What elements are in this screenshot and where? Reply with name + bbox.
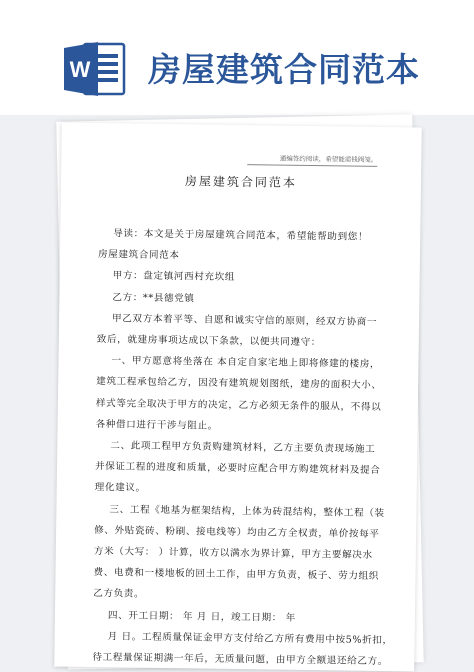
word-icon-letter: W — [69, 57, 91, 82]
document-body — [92, 223, 393, 671]
page-header-note: 通编签约阅读，希望能需钱阀笺。 — [247, 153, 377, 167]
word-document-icon — [64, 40, 126, 98]
body-line: 修、外贴瓷砖、粉刷、接电线等）均由乙方全权责，单价按每平 — [94, 524, 380, 540]
body-line: 致后，就建房事项达成以下条款，以便共同遵守： — [96, 334, 322, 349]
body-line: 费、电费和一楼地板的回土工作，由甲方负责，板子、劳力组织 — [93, 567, 380, 583]
body-line: 甲方：盘定镇河西村充坎组 — [112, 270, 236, 284]
body-line: 建筑工程承包给乙方，因没有建筑规划图纸，建房的面积大小、 — [96, 376, 382, 392]
body-line: 待工程量保证期满一年后，无质量问题，由甲方全额退还给乙方。 — [92, 652, 389, 668]
document-title: 房屋建筑合同范本 — [184, 174, 298, 190]
body-line: 二、此项工程甲方负责购建筑材料，乙方主要负责现场施工 — [110, 440, 376, 455]
body-line: 并保证工程的进度和质量，必要时应配合甲方购建筑材料及提合 — [94, 461, 381, 477]
body-line: 乙方：**县德党镇 — [112, 291, 195, 304]
banner — [0, 0, 474, 115]
body-line: 理化建议。 — [94, 482, 146, 495]
body-line: 导读：本文是关于房屋建筑合同范本，希望能帮助到您！ — [113, 228, 369, 243]
body-line: 样式等完全取决于甲方的决定，乙方必须无条件的服从，不得以 — [95, 397, 382, 413]
body-line: 一、甲方愿意将坐落在 本自定自家宅地上即将修建的楼房， — [111, 355, 381, 371]
body-line: 月 日。工程质量保证金甲方支付给乙方所有费用中按5%折扣， — [107, 631, 393, 647]
body-line: 四、开工日期： 年 月 日，竣工日期： 年 — [107, 609, 296, 624]
body-line: 各种借口进行干涉与阻止。 — [95, 418, 218, 432]
body-line: 乙方负责。 — [93, 588, 145, 601]
body-line: 甲乙双方本着平等、自愿和诚实守信的原则，经双方协商一 — [112, 313, 378, 328]
banner-title: 房屋建筑合同范本 — [148, 50, 420, 89]
body-line: 房屋建筑合同范本 — [97, 249, 180, 262]
document-page — [54, 123, 422, 672]
body-line: 三、工程《地基为框架结构，上体为砖混结构，整体工程（装 — [109, 503, 385, 519]
body-line: 方米（大写： ）计算，收方以满水为界计算，甲方主要解决水 — [93, 546, 373, 561]
